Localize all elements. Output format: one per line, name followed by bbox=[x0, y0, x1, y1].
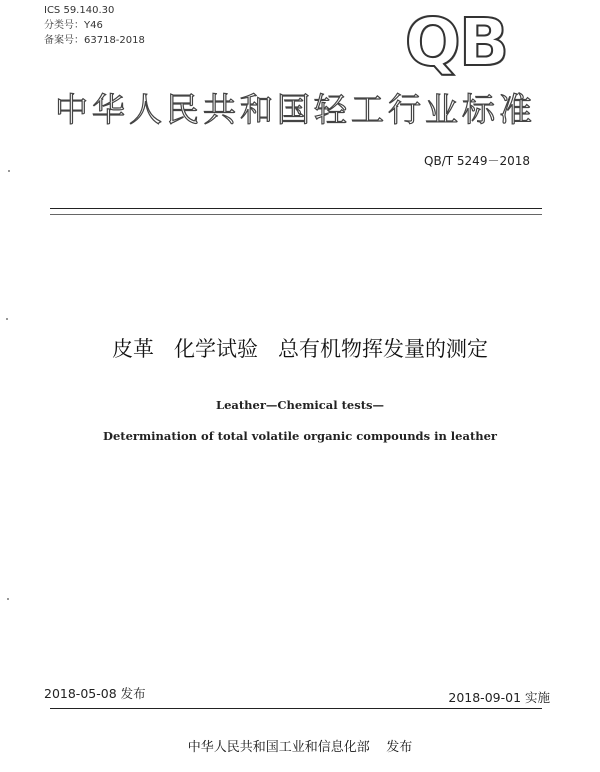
scan-speck bbox=[8, 170, 10, 172]
footer-divider bbox=[50, 708, 542, 709]
classification-number: 分类号：Y46 bbox=[44, 20, 103, 31]
document-title-cn: 皮革 化学试验 总有机物挥发量的测定 bbox=[111, 337, 489, 361]
document-title-en-line2: Determination of total volatile organic compounds in leather bbox=[103, 429, 497, 443]
header-divider bbox=[50, 208, 542, 209]
standard-code: QB/T 5249－2018 bbox=[424, 154, 530, 168]
qb-logo-text: QB bbox=[404, 4, 508, 81]
standard-title: 中华人民共和国轻工行业标准 bbox=[55, 90, 536, 129]
issuing-authority: 中华人民共和国工业和信息化部 发布 bbox=[187, 740, 413, 755]
qb-logo bbox=[398, 4, 514, 81]
implementation-date: 2018-09-01 实施 bbox=[448, 690, 550, 705]
scan-speck bbox=[6, 318, 8, 320]
scan-speck bbox=[7, 598, 9, 600]
header-divider-secondary bbox=[50, 214, 542, 215]
ics-number: ICS 59.140.30 bbox=[44, 5, 115, 16]
record-number: 备案号：63718-2018 bbox=[44, 35, 145, 46]
document-title-en-line1: Leather—Chemical tests— bbox=[216, 398, 384, 412]
issue-date: 2018-05-08 发布 bbox=[44, 686, 146, 701]
